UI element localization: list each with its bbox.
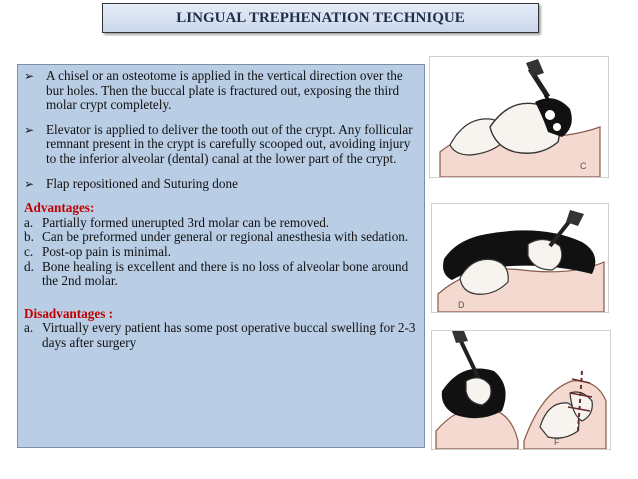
- item-text: Partially formed unerupted 3rd molar can be removed.: [42, 214, 330, 230]
- advantage-item: [24, 245, 418, 260]
- bullet-item: [24, 69, 418, 113]
- advantage-item: [24, 230, 418, 245]
- advantages-heading: Advantages:: [24, 200, 95, 216]
- arrow-bullet-icon: ➢: [24, 122, 35, 137]
- disadvantage-item: [24, 321, 418, 350]
- item-text: Can be preformed under general or regional anesthesia with sedation.: [42, 229, 409, 245]
- content-panel: [17, 64, 425, 448]
- figure-label-d: D: [458, 300, 465, 310]
- item-text: Bone healing is excellent and there is no loss of alveolar bone around the 2nd molar.: [42, 258, 409, 289]
- advantage-item: [24, 260, 418, 289]
- bullet-item: [24, 123, 418, 167]
- item-label: d.: [24, 258, 34, 274]
- bullet-text: A chisel or an osteotome is applied in the vertical direction over the bur holes. Then the buccal plate is fractured out, exposing the third molar crypt completely.: [46, 68, 403, 113]
- disadvantages-heading: Disadvantages :: [24, 305, 114, 321]
- illustration-f: [431, 330, 611, 450]
- item-label: a.: [24, 320, 34, 336]
- advantage-item: [24, 216, 418, 231]
- bullet-item: [24, 177, 418, 192]
- figure-label-f: F: [554, 437, 560, 447]
- title-banner: [102, 3, 539, 33]
- item-label: b.: [24, 229, 34, 245]
- item-label: c.: [24, 243, 34, 259]
- figure-label-c: C: [580, 161, 587, 171]
- page-title: LINGUAL TREPHENATION TECHNIQUE: [176, 9, 465, 26]
- item-text: Virtually every patient has some post operative buccal swelling for 2-3 days after surgery: [42, 320, 416, 350]
- item-label: a.: [24, 214, 34, 230]
- item-text: Post-op pain is minimal.: [42, 243, 171, 259]
- illustration-c: [429, 56, 609, 178]
- arrow-bullet-icon: ➢: [24, 176, 35, 191]
- illustration-d: [431, 203, 609, 313]
- arrow-bullet-icon: ➢: [24, 69, 35, 83]
- bullet-text: Elevator is applied to deliver the tooth out of the crypt. Any follicular remnant present in the crypt is carefully scooped out, avoiding injury to the inferior alveolar (dental) canal at the lower part of the crypt.: [46, 121, 413, 166]
- bullet-text: Flap repositioned and Suturing done: [46, 175, 238, 191]
